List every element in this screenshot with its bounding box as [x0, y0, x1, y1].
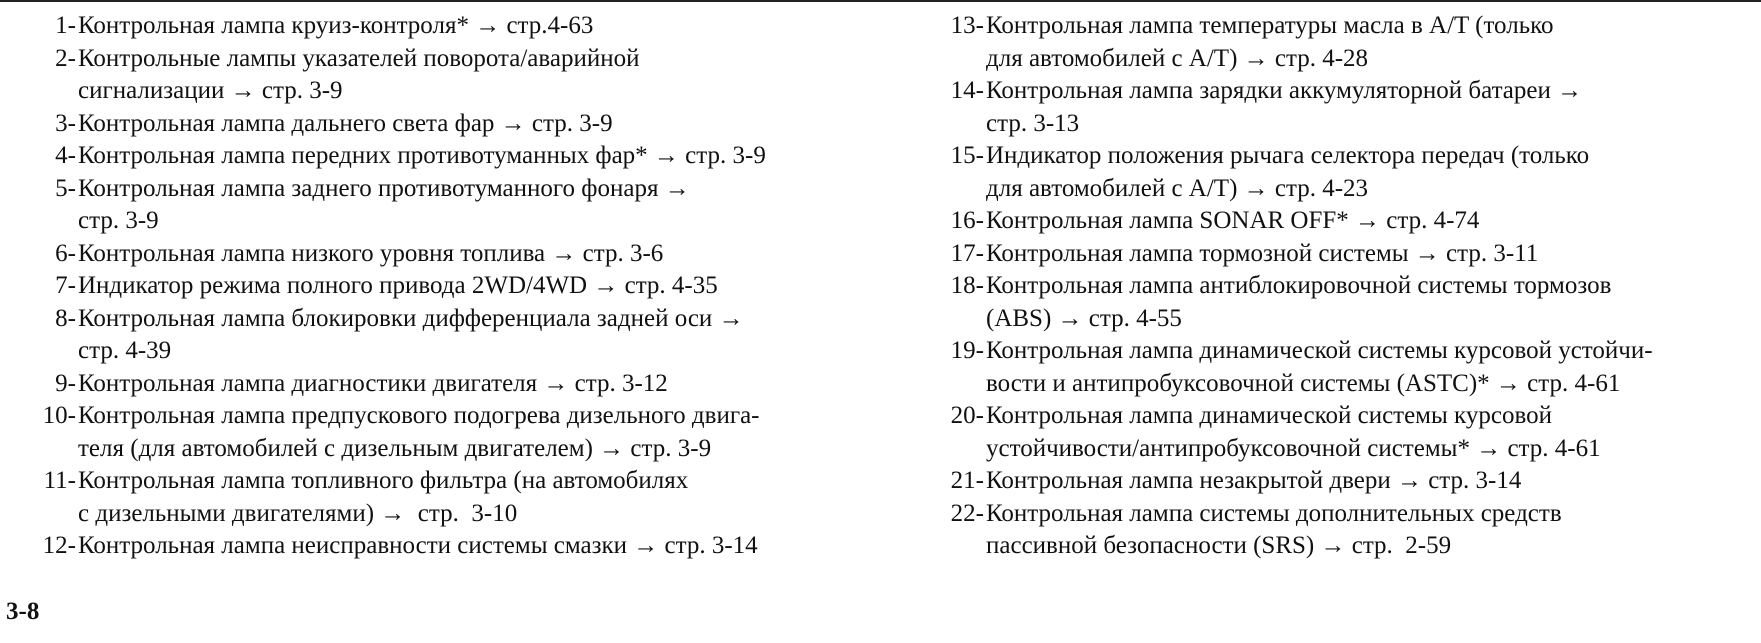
item-text: [986, 465, 1752, 498]
list-item: [26, 303, 856, 368]
item-text-line: Контрольная лампа диагностики двигателя → стр. 3-12: [78, 369, 668, 397]
list-item: [932, 400, 1752, 465]
item-number: 1-: [55, 12, 76, 39]
item-number: 4-: [55, 142, 76, 169]
item-number: 19-: [950, 337, 984, 364]
item-text: [78, 140, 856, 173]
list-item: [932, 498, 1752, 563]
item-text: [78, 108, 856, 141]
item-text: [78, 270, 856, 303]
item-number: 6-: [55, 239, 76, 267]
item-text: [986, 335, 1752, 400]
item-number: 18-: [950, 272, 984, 299]
item-text-line: сигнализации → стр. 3-9: [78, 77, 343, 104]
item-number: 16-: [950, 207, 984, 234]
item-text-line: Контрольная лампа передних противотуманных фар* → стр. 3-9: [78, 142, 766, 169]
item-text: [78, 43, 856, 108]
item-text: [78, 238, 856, 271]
item-text-line: стр. 4-39: [78, 337, 172, 364]
item-text: [78, 530, 856, 563]
item-text: [986, 10, 1752, 75]
item-text: [986, 140, 1752, 205]
item-text: [986, 400, 1752, 465]
item-text-line: Контрольная лампа SONAR OFF* → стр. 4-74: [986, 207, 1480, 234]
top-rule: [0, 0, 1761, 2]
item-text-line: пассивной безопасности (SRS) → стр. 2-59: [986, 532, 1452, 559]
item-text-line: (ABS) → стр. 4-55: [986, 304, 1182, 332]
item-text-line: Контрольная лампа дальнего света фар → стр. 3-9: [78, 109, 613, 137]
item-text-line: Контрольная лампа топливного фильтра (на автомобилях: [78, 467, 689, 494]
item-text-line: Контрольная лампа системы дополнительных средств: [986, 499, 1562, 527]
list-item: [26, 43, 856, 108]
item-text-line: для автомобилей с A/T) → стр. 4-28: [986, 44, 1369, 72]
item-number: 11-: [43, 467, 76, 494]
item-number: 15-: [950, 142, 984, 169]
item-text-line: Контрольная лампа неисправности системы смазки → стр. 3-14: [78, 532, 758, 559]
item-text: [78, 368, 856, 401]
item-text-line: Контрольная лампа тормозной системы → стр. 3-11: [986, 239, 1539, 267]
item-text: [78, 173, 856, 238]
list-item: [932, 270, 1752, 335]
item-number: 8-: [55, 304, 76, 332]
item-text: [986, 270, 1752, 335]
item-number: 9-: [55, 369, 76, 397]
list-item: [26, 173, 856, 238]
item-text-line: Контрольные лампы указателей поворота/аварийной: [78, 44, 640, 72]
item-text-line: Индикатор режима полного привода 2WD/4WD → стр. 4-35: [78, 272, 718, 299]
item-number: 7-: [55, 272, 76, 299]
list-item: [26, 270, 856, 303]
page-number: 3-8: [6, 598, 40, 625]
item-text-line: Контрольная лампа блокировки дифференциала задней оси →: [78, 304, 744, 332]
item-text: [78, 465, 856, 530]
item-text-line: стр. 3-13: [986, 109, 1080, 137]
list-item: [26, 10, 856, 43]
list-item: [26, 400, 856, 465]
item-text-line: Индикатор положения рычага селектора передач (только: [986, 142, 1590, 169]
item-number: 20-: [950, 402, 984, 429]
item-number: 14-: [950, 77, 984, 104]
item-number: 12-: [42, 532, 76, 559]
item-text-line: стр. 3-9: [78, 207, 159, 234]
item-text-line: Контрольная лампа предпускового подогрева дизельного двига-: [78, 402, 760, 429]
item-text-line: с дизельными двигателями) → стр. 3-10: [78, 499, 518, 527]
item-number: 3-: [55, 109, 76, 137]
item-number: 10-: [42, 402, 76, 429]
list-item: [932, 205, 1752, 238]
list-item: [26, 465, 856, 530]
item-number: 2-: [55, 44, 76, 72]
right-column-list: [932, 10, 1752, 563]
item-text-line: Контрольная лампа круиз-контроля* → стр.4-63: [78, 12, 594, 39]
item-text-line: Контрольная лампа низкого уровня топлива → стр. 3-6: [78, 239, 664, 267]
item-text-line: теля (для автомобилей с дизельным двигателем) → стр. 3-9: [78, 434, 712, 462]
list-item: [932, 465, 1752, 498]
item-text-line: Контрольная лампа антиблокировочной системы тормозов: [986, 272, 1612, 299]
item-text: [78, 10, 856, 43]
item-number: 5-: [55, 174, 76, 202]
item-text-line: Контрольная лампа температуры масла в A/T (только: [986, 12, 1554, 39]
list-item: [26, 140, 856, 173]
left-column-list: [26, 10, 856, 563]
list-item: [932, 10, 1752, 75]
item-text-line: для автомобилей с A/T) → стр. 4-23: [986, 174, 1369, 202]
item-text-line: вости и антипробуксовочной системы (ASTC)* → стр. 4-61: [986, 369, 1621, 397]
list-item: [932, 140, 1752, 205]
item-text: [78, 400, 856, 465]
item-text-line: Контрольная лампа динамической системы курсовой: [986, 402, 1552, 429]
item-text-line: Контрольная лампа заднего противотуманного фонаря →: [78, 174, 690, 202]
item-text-line: Контрольная лампа незакрытой двери → стр. 3-14: [986, 467, 1522, 494]
list-item: [26, 368, 856, 401]
list-item: [26, 238, 856, 271]
item-number: 17-: [950, 239, 984, 267]
list-item: [932, 335, 1752, 400]
item-text: [986, 205, 1752, 238]
item-number: 21-: [950, 467, 984, 494]
item-text-line: устойчивости/антипробуксовочной системы* → стр. 4-61: [986, 434, 1601, 462]
item-number: 13-: [950, 12, 984, 39]
item-text: [986, 75, 1752, 140]
item-number: 22-: [950, 499, 984, 527]
list-item: [932, 238, 1752, 271]
item-text-line: Контрольная лампа зарядки аккумуляторной батареи →: [986, 77, 1583, 104]
item-text: [986, 498, 1752, 563]
list-item: [26, 108, 856, 141]
list-item: [932, 75, 1752, 140]
list-item: [26, 530, 856, 563]
item-text: [986, 238, 1752, 271]
item-text: [78, 303, 856, 368]
item-text-line: Контрольная лампа динамической системы курсовой устойчи-: [986, 337, 1653, 364]
